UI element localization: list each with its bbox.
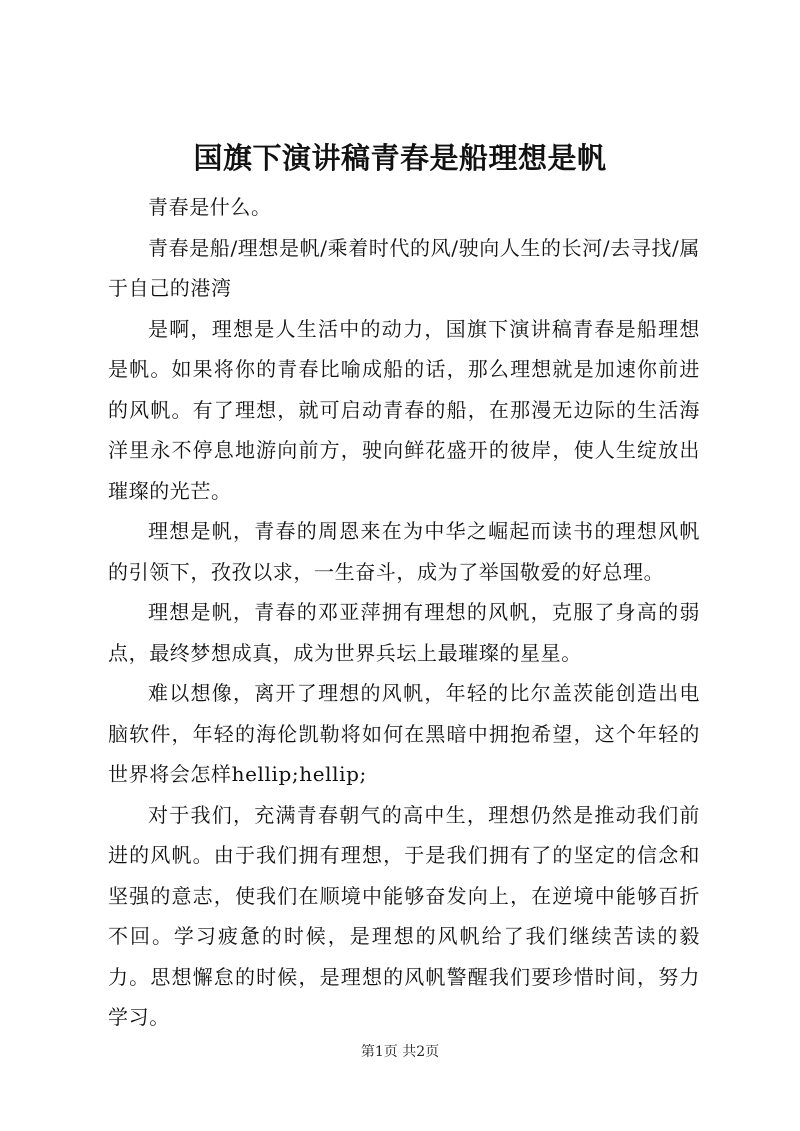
document-title: 国旗下演讲稿青春是船理想是帆 (193, 141, 607, 175)
paragraph-5: 理想是帆，青春的邓亚萍拥有理想的风帆，克服了身高的弱点，最终梦想成真，成为世界兵坛上最璀璨的星星。 (108, 600, 700, 665)
paragraph-1: 青春是什么。 (148, 195, 272, 219)
paragraph-7: 对于我们，充满青春朝气的高中生，理想仍然是推动我们前进的风帆。由于我们拥有理想，于是我们拥有了的坚定的信念和坚强的意志，使我们在顺境中能够奋发向上，在逆境中能够百折不回。学习疲惫的时候，是理想的风帆给了我们继续苦读的毅力。思想懈怠的时候，是理想的风帆警醒我们要珍惜时间，努力学习。 (108, 802, 700, 1029)
paragraph-6: 难以想像，离开了理想的风帆，年轻的比尔盖茨能创造出电脑软件，年轻的海伦凯勒将如何在黑暗中拥抱希望，这个年轻的世界将会怎样hellip;hellip; (108, 681, 700, 786)
paragraph-3: 是啊，理想是人生活中的动力，国旗下演讲稿青春是船理想是帆。如果将你的青春比喻成船的话，那么理想就是加速你前进的风帆。有了理想，就可启动青春的船，在那漫无边际的生活海洋里永不停息地游向前方，驶向鲜花盛开的彼岸，使人生绽放出璀璨的光芒。 (108, 316, 700, 503)
paragraph-4: 理想是帆，青春的周恩来在为中华之崛起而读书的理想风帆的引领下，孜孜以求，一生奋斗，成为了举国敬爱的好总理。 (108, 519, 700, 584)
document-body (108, 187, 700, 1038)
paragraph-2: 青春是船/理想是帆/乘着时代的风/驶向人生的长河/去寻找/属于自己的港湾 (108, 235, 700, 300)
page-footer: 第1页 共2页 (360, 1044, 440, 1060)
